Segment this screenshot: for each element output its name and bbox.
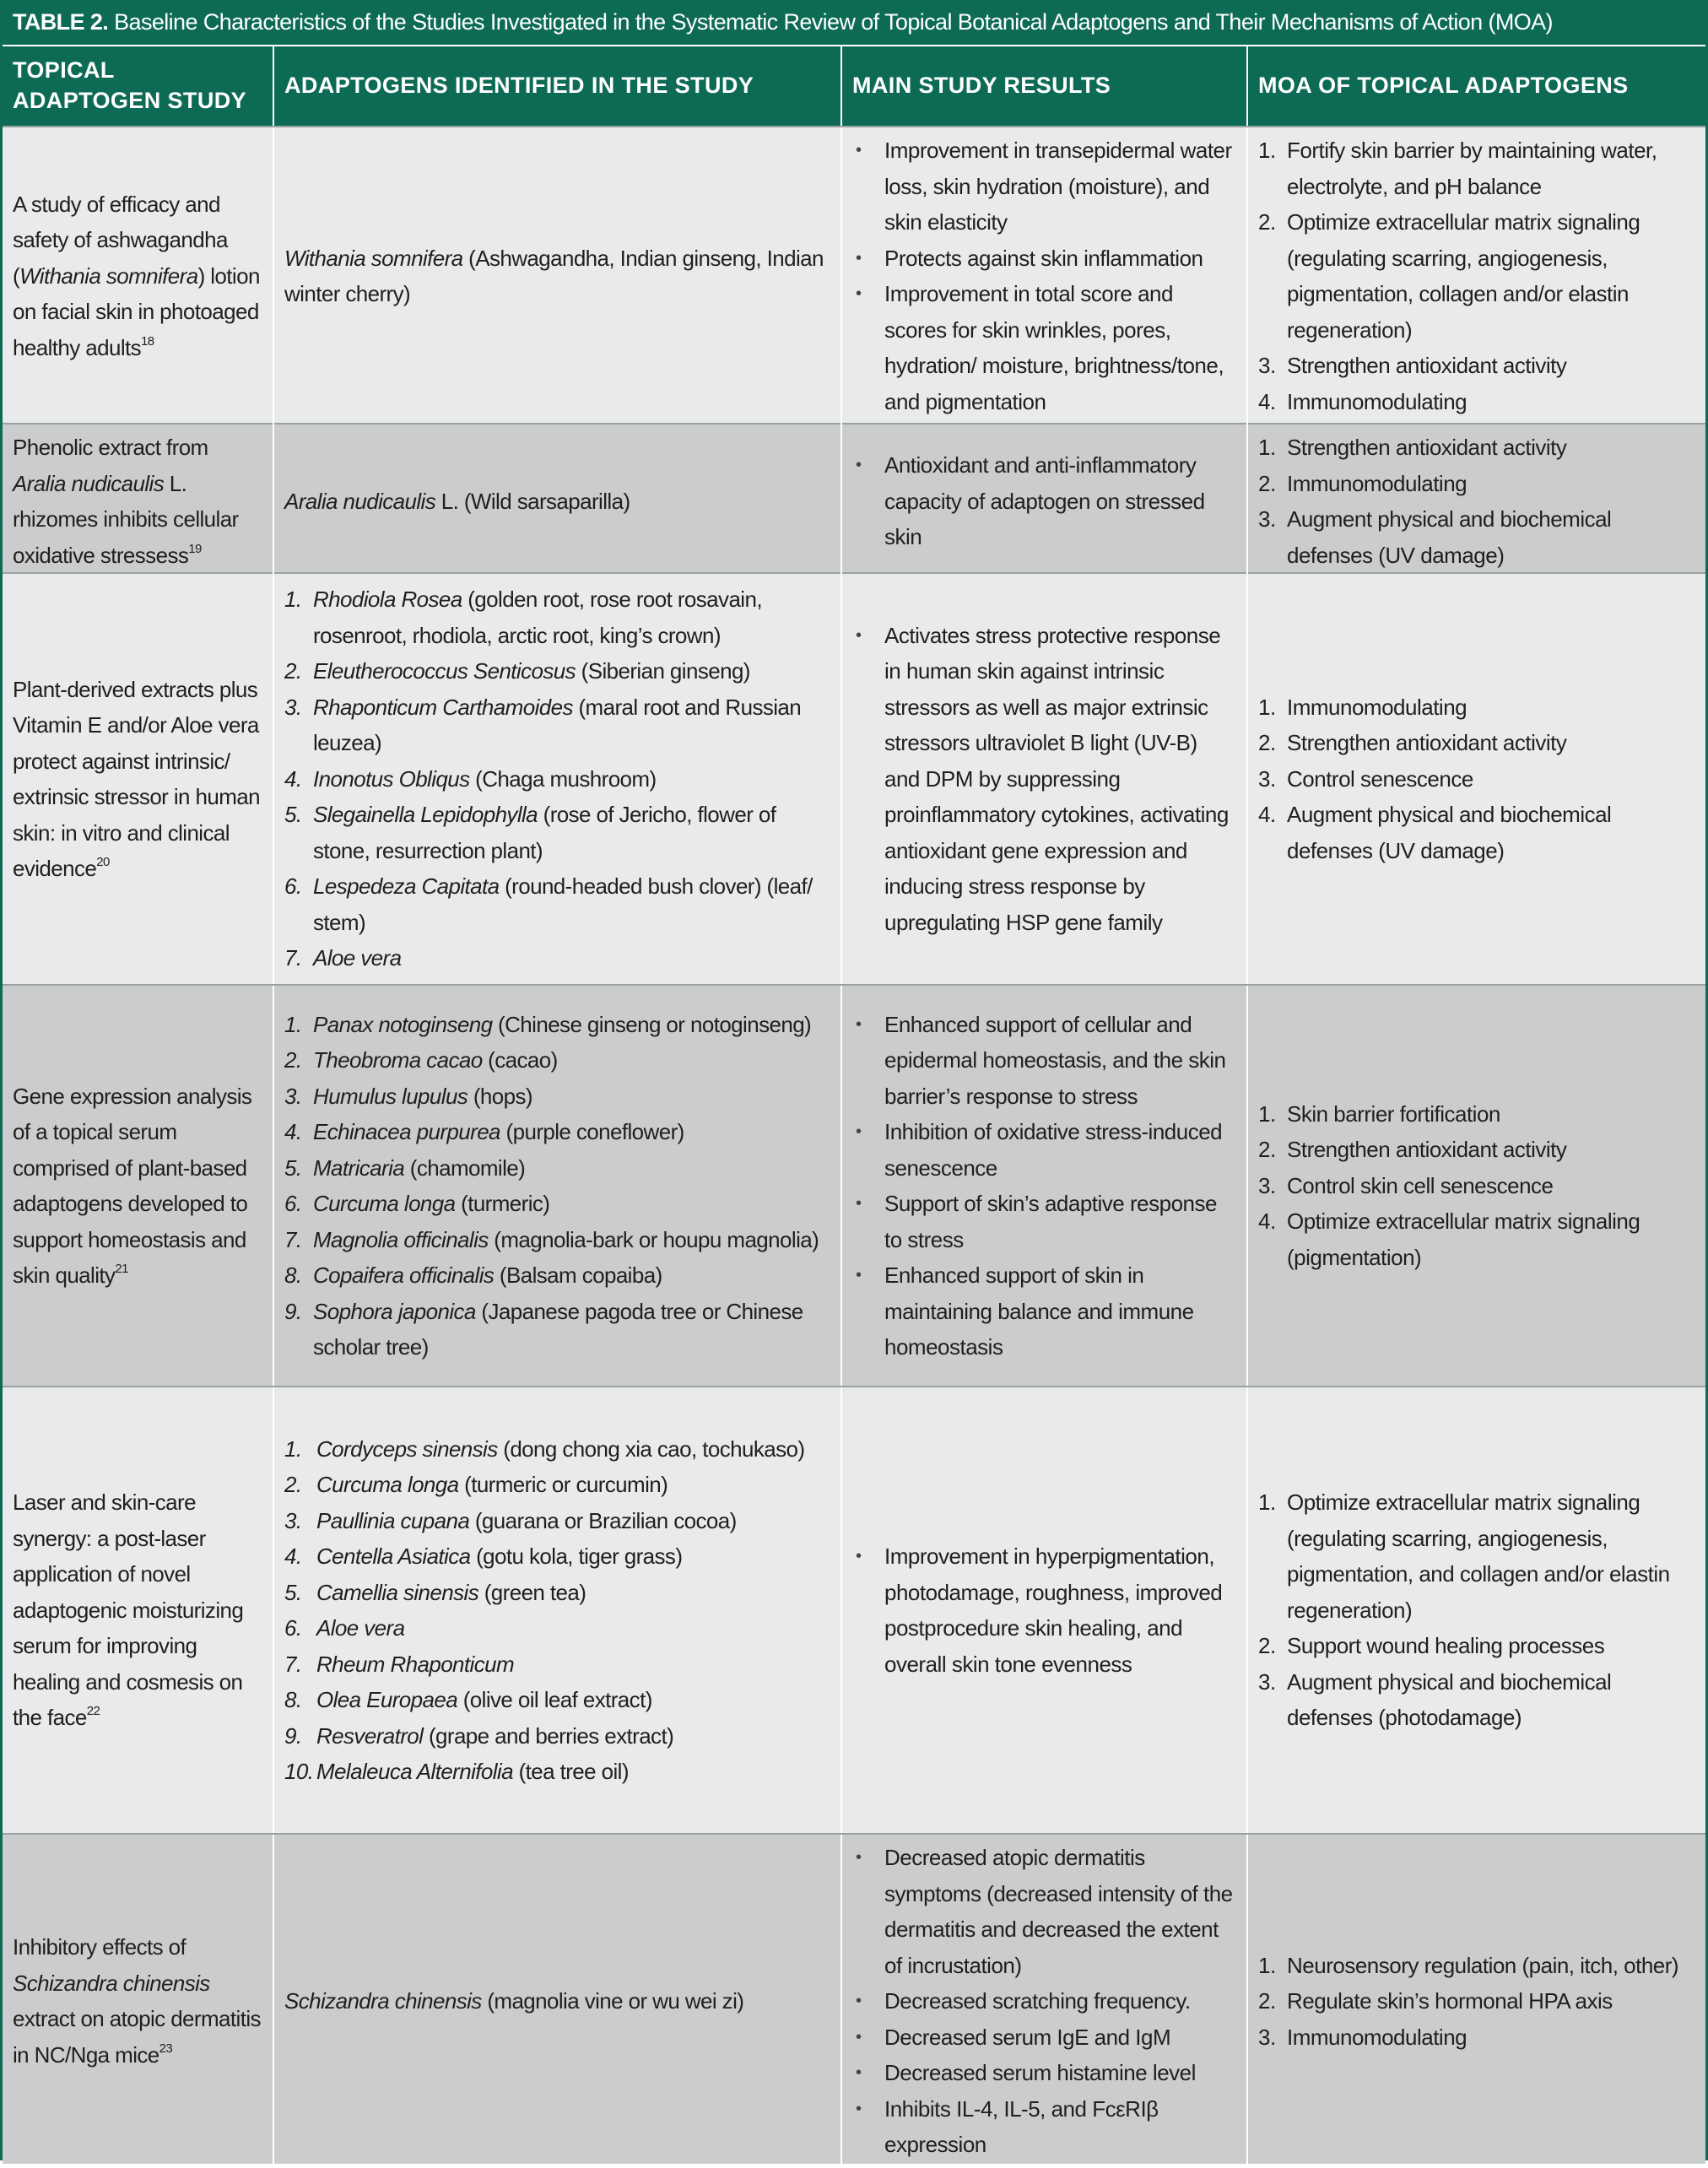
adaptogen-item: 3. Rhaponticum Carthamoides (maral root and Russian leuzea) xyxy=(284,694,802,756)
header-results: MAIN STUDY RESULTS xyxy=(840,46,1246,126)
result-item: • Decreased scratching frequency. xyxy=(852,1983,1238,2019)
moa-item: 2. Support wound healing processes xyxy=(1258,1633,1605,1659)
adaptogen-item: 9. Resveratrol (grape and berries extract) xyxy=(284,1722,674,1749)
study-species: Aralia nudicaulis xyxy=(13,470,165,496)
adaptogen-item: 2. Theobroma cacao (cacao) xyxy=(284,1047,558,1073)
moa-item: 2. Strengthen antioxidant activity xyxy=(1258,730,1567,756)
result-item: • Protects against skin inflammation xyxy=(852,241,1238,277)
study-text: ) lotion on facial skin in photoaged healthy adults xyxy=(13,262,260,360)
moa-cell xyxy=(1246,1835,1705,2168)
result-item: • Improvement in hyperpigmentation, photodamage, roughness, improved postprocedure skin healing, and overall skin tone evenness xyxy=(852,1538,1238,1682)
reference-number: 21 xyxy=(115,1262,128,1276)
adaptogen-item: 4. Centella Asiatica (gotu kola, tiger grass) xyxy=(284,1544,683,1569)
results-cell xyxy=(840,1387,1246,1833)
adaptogen-item: 8. Olea Europaea (olive oil leaf extract) xyxy=(284,1687,652,1712)
moa-item: 3. Immunomodulating xyxy=(1258,2024,1467,2050)
result-item: • Enhanced support of cellular and epidermal homeostasis, and the skin barrier’s response to stress xyxy=(852,1007,1238,1115)
adaptogen-item: 5. Matricaria (chamomile) xyxy=(284,1154,526,1181)
moa-item: 1. Immunomodulating xyxy=(1258,694,1467,720)
study-cell xyxy=(3,127,273,424)
adaptogen-common-name: (Ashwagandha, Indian ginseng, Indian winter cherry) xyxy=(284,245,824,306)
study-text: Gene expression analysis of a topical serum comprised of plant-based adaptogens developed to support homeostasis and skin quality xyxy=(13,1083,252,1288)
moa-cell xyxy=(1246,574,1705,984)
results-cell xyxy=(840,574,1246,984)
adaptogen-species: Withania somnifera xyxy=(284,245,463,271)
results-cell xyxy=(840,986,1246,1386)
moa-item: 1. Neurosensory regulation (pain, itch, other) xyxy=(1258,1952,1679,1978)
reference-number: 19 xyxy=(188,541,202,556)
result-item: • Enhanced support of skin in maintaining balance and immune homeostasis xyxy=(852,1257,1238,1365)
adaptogen-common-name: L. (Wild sarsaparilla) xyxy=(435,488,630,514)
result-item: • Decreased serum IgE and IgM xyxy=(852,2019,1238,2056)
study-cell xyxy=(3,1387,273,1833)
adaptogens-cell xyxy=(273,424,840,578)
moa-item: 2. Regulate skin’s hormonal HPA axis xyxy=(1258,1988,1613,2014)
result-item: • Decreased serum histamine level xyxy=(852,2055,1238,2091)
study-cell xyxy=(3,424,273,578)
adaptogen-item: 1. Panax notoginseng (Chinese ginseng or notoginseng) xyxy=(284,1011,812,1037)
study-cell xyxy=(3,574,273,984)
adaptogens-cell xyxy=(273,127,840,424)
result-item: • Activates stress protective response in human skin against intrinsic stressors as well as major extrinsic stressors ultraviolet B light (UV-B) and DPM by suppressing proinflammatory cytokines, activating antioxidant gene expression and inducing stress response by upregulating HSP gene family xyxy=(852,618,1238,941)
adaptogen-item: 7. Aloe vera xyxy=(284,945,402,971)
result-item: • Improvement in total score and scores for skin wrinkles, pores, hydration/ moisture, brightness/tone, and pigmentation xyxy=(852,276,1238,419)
moa-item: 1. Optimize extracellular matrix signaling (regulating scarring, angiogenesis, pigmentation, and collagen and/or elastin regeneration) xyxy=(1258,1489,1670,1623)
moa-item: 3. Control skin cell senescence xyxy=(1258,1172,1554,1198)
adaptogen-item: 5. Slegainella Lepidophylla (rose of Jericho, flower of stone, resurrection plant) xyxy=(284,802,776,863)
moa-cell xyxy=(1246,127,1705,424)
results-cell xyxy=(840,127,1246,424)
study-text: extract on atopic dermatitis in NC/Nga mice xyxy=(13,2006,261,2068)
study-cell xyxy=(3,1835,273,2168)
table-caption xyxy=(3,3,1705,45)
adaptogen-item: 2. Curcuma longa (turmeric or curcumin) xyxy=(284,1472,668,1497)
moa-item: 2. Optimize extracellular matrix signaling (regulating scarring, angiogenesis, pigmentation, collagen and/or elastin regeneration) xyxy=(1258,209,1640,343)
table-row xyxy=(3,126,1705,423)
adaptogens-cell xyxy=(273,986,840,1386)
moa-item: 4. Optimize extracellular matrix signaling (pigmentation) xyxy=(1258,1208,1640,1270)
moa-cell xyxy=(1246,986,1705,1386)
table-row xyxy=(3,984,1705,1386)
adaptogens-cell xyxy=(273,1387,840,1833)
caption-text: Baseline Characteristics of the Studies Investigated in the Systematic Review of Topical Botanical Adaptogens and Their Mechanisms of Action (MOA) xyxy=(108,9,1553,35)
adaptogen-item: 1. Cordyceps sinensis (dong chong xia cao, tochukaso) xyxy=(284,1435,805,1462)
study-text: Plant-derived extracts plus Vitamin E and/or Aloe vera protect against intrinsic/ extrinsic stressor in human skin: in vitro and clinical evidence xyxy=(13,676,261,881)
adaptogen-item: 6. Lespedeza Capitata (round-headed bush clover) (leaf/ stem) xyxy=(284,873,813,935)
result-item: • Inhibition of oxidative stress-induced senescence xyxy=(852,1114,1238,1186)
study-text: A study of efficacy and safety of ashwagandha ( xyxy=(13,191,228,289)
moa-item: 3. Strengthen antioxidant activity xyxy=(1258,353,1567,378)
study-text: Laser and skin-care synergy: a post-laser application of novel adaptogenic moisturizing serum for improving healing and cosmesis on the face xyxy=(13,1489,244,1731)
moa-item: 1. Strengthen antioxidant activity xyxy=(1258,435,1567,460)
adaptogen-item: 1. Rhodiola Rosea (golden root, rose root rosavain, rosenroot, rhodiola, arctic root, king’s crown) xyxy=(284,587,762,648)
adaptogen-item: 9. Sophora japonica (Japanese pagoda tree or Chinese scholar tree) xyxy=(284,1298,803,1360)
reference-number: 20 xyxy=(96,855,110,869)
result-item: • Support of skin’s adaptive response to stress xyxy=(852,1186,1238,1257)
result-item: • Improvement in transepidermal water loss, skin hydration (moisture), and skin elasticity xyxy=(852,132,1238,241)
table-row xyxy=(3,1833,1705,2164)
table-header-row xyxy=(3,45,1705,126)
adaptogen-item: 5. Camellia sinensis (green tea) xyxy=(284,1579,586,1605)
study-text: Inhibitory effects of xyxy=(13,1934,186,1960)
adaptogen-species: Schizandra chinensis xyxy=(284,1988,482,2014)
table-row xyxy=(3,572,1705,984)
moa-item: 3. Augment physical and biochemical defenses (photodamage) xyxy=(1258,1668,1612,1731)
adaptogens-cell xyxy=(273,1835,840,2168)
adaptogen-item: 3. Humulus lupulus (hops) xyxy=(284,1083,532,1109)
adaptogens-cell xyxy=(273,574,840,984)
moa-cell xyxy=(1246,1387,1705,1833)
adaptogen-item: 7. Rheum Rhaponticum xyxy=(284,1651,515,1677)
results-cell xyxy=(840,424,1246,578)
adaptogen-item: 4. Echinacea purpurea (purple coneflower) xyxy=(284,1119,684,1144)
adaptogen-item: 8. Copaifera officinalis (Balsam copaiba) xyxy=(284,1262,662,1288)
adaptogen-item: 2. Eleutherococcus Senticosus (Siberian ginseng) xyxy=(284,658,750,684)
adaptogen-item: 7. Magnolia officinalis (magnolia-bark or houpu magnolia) xyxy=(284,1226,819,1252)
adaptogen-item: 6. Curcuma longa (turmeric) xyxy=(284,1191,550,1216)
moa-cell xyxy=(1246,424,1705,578)
study-species: Withania somnifera xyxy=(19,262,198,289)
result-item: • Decreased atopic dermatitis symptoms (decreased intensity of the dermatitis and decreased the extent of incrustation) xyxy=(852,1840,1238,1983)
adaptogen-item: 6. Aloe vera xyxy=(284,1615,405,1641)
header-moa: MOA OF TOPICAL ADAPTOGENS xyxy=(1246,46,1705,126)
result-item: • Inhibits IL-4, IL-5, and FcεRIβ expression xyxy=(852,2091,1238,2163)
header-adaptogens: ADAPTOGENS IDENTIFIED IN THE STUDY xyxy=(273,46,840,126)
study-text: Phenolic extract from xyxy=(13,435,208,460)
results-cell xyxy=(840,1835,1246,2168)
reference-number: 18 xyxy=(141,333,154,349)
moa-item: 2. Strengthen antioxidant activity xyxy=(1258,1137,1567,1163)
adaptogen-species: Aralia nudicaulis xyxy=(284,488,436,514)
caption-label: TABLE 2. xyxy=(13,9,109,35)
study-species: Schizandra chinensis xyxy=(13,1970,210,1996)
moa-item: 1. Fortify skin barrier by maintaining water, electrolyte, and pH balance xyxy=(1258,138,1657,199)
table-row xyxy=(3,423,1705,572)
result-item: • Antioxidant and anti-inflammatory capacity of adaptogen on stressed skin xyxy=(852,447,1238,555)
moa-item: 3. Augment physical and biochemical defenses (UV damage) xyxy=(1258,506,1612,568)
moa-item: 3. Control senescence xyxy=(1258,765,1473,792)
reference-number: 22 xyxy=(86,1704,100,1719)
table-row xyxy=(3,1386,1705,1833)
moa-item: 1. Skin barrier fortification xyxy=(1258,1100,1500,1127)
moa-item: 4. Augment physical and biochemical defenses (UV damage) xyxy=(1258,802,1612,863)
adaptogen-item: 3. Paullinia cupana (guarana or Brazilian cocoa) xyxy=(284,1507,737,1533)
moa-item: 4. Immunomodulating xyxy=(1258,388,1467,414)
header-study: TOPICAL ADAPTOGEN STUDY xyxy=(13,57,247,113)
adaptogen-item: 10. Melaleuca Alternifolia (tea tree oil) xyxy=(284,1759,629,1784)
moa-item: 2. Immunomodulating xyxy=(1258,470,1467,496)
adaptogen-common-name: (magnolia vine or wu wei zi) xyxy=(481,1988,744,2014)
reference-number: 23 xyxy=(159,2041,173,2056)
adaptogen-item: 4. Inonotus Obliqus (Chaga mushroom) xyxy=(284,765,657,792)
study-cell xyxy=(3,986,273,1386)
study-text: L. rhizomes inhibits cellular oxidative stressess xyxy=(13,470,239,568)
